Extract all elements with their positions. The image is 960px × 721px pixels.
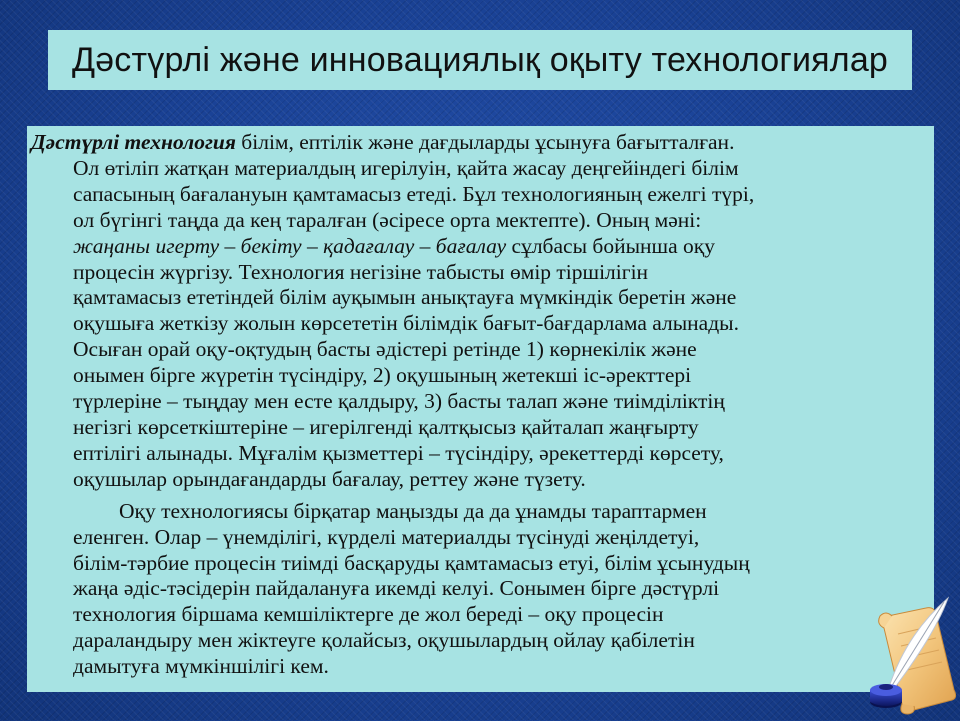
text-line: дараландыру мен жіктеуге қолайсыз, оқушылардың ойлау қабілетін [73, 628, 695, 653]
text-line: Ол өтіліп жатқан материалдың игерілуін, қайта жасау деңгейіндегі білім [73, 155, 739, 180]
scroll-quill-inkwell-icon [858, 594, 958, 716]
text-line: eптілігі алынады. Мұғалім қызметтері – түсіндіру, әрекеттерді көрсету, [73, 440, 724, 465]
text-line: Осыған орай оқу-оқтудың басты әдістері ретінде 1) көрнекілік және [73, 337, 697, 362]
text-line: технология біршама кемшіліктерге де жол береді – оқу процесін [73, 602, 664, 627]
paragraph-1 [31, 130, 904, 493]
text-line [31, 234, 904, 260]
text-line: қамтамасыз ететіндей білім ауқымын анықтауға мүмкіндік беретін және [73, 285, 737, 310]
title-panel [48, 30, 912, 90]
text-line: оқушылар орындағандарды бағалау, реттеу және түзету. [73, 466, 586, 491]
text-line: негізгі көрсеткіштеріне – игерілгенді қалтқысыз қайталап жаңғырту [73, 414, 699, 439]
text-line [31, 130, 904, 156]
paragraph-2 [31, 499, 904, 680]
text-line: түрлеріне – тыңдау мен есте қалдыру, 3) басты талап және тиімділіктің [73, 389, 725, 414]
text-line: ол бүгінгі таңда да кең таралған (әсіресе орта мектепте). Оның мәні: [73, 207, 702, 232]
text-line: оқушыға жеткізу жолын көрсететін білімдік бағыт-бағдарлама алынады. [73, 311, 739, 336]
text-run: сұлбасы бойынша оқу [506, 233, 715, 258]
text-line: дамытуға мүмкіншілігі кем. [73, 654, 329, 679]
text-line: сапасының бағалануын қамтамасыз етеді. Бұл технологияның ежелгі түрі, [73, 181, 755, 206]
text-line: білім-тәрбие процесін тиімді басқаруды қамтамасыз етуі, білім ұсынудың [73, 550, 750, 575]
lead-term: Дәстүрлі технология [31, 130, 236, 154]
text-line: процесін жүргізу. Технология негізіне табысты өмір тіршілігін [73, 259, 649, 284]
italic-scheme: жаңаны игерту – бекіту – қадағалау – бағалау [73, 233, 507, 258]
text-line: Оқу технологиясы бірқатар маңызды да да ұнамды тараптармен [119, 498, 707, 523]
slide-title: Дәстүрлі және инновациялық оқыту технологиялар [71, 40, 889, 79]
body-panel [27, 126, 934, 692]
text-run: білім, eптілік және дағдыларды ұсынуға бағытталған. [235, 130, 735, 154]
text-line: онымен бірге жүретін түсіндіру, 2) оқушының жетекші іс-әректтері [73, 363, 692, 388]
text-line: жаңа әдіс-тәсідерін пайдалануға икемді келуі. Сонымен бірге дәстүрлі [73, 576, 720, 601]
text-line: еленген. Олар – үнемділігі, күрделі материалды түсінуді жеңілдетуі, [73, 524, 700, 549]
